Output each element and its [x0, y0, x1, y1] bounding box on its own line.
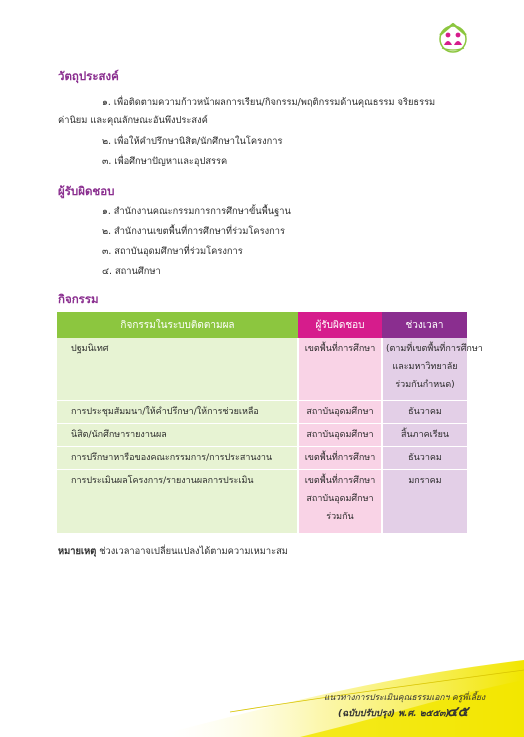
table-header-row [57, 312, 467, 338]
header-activity: กิจกรรมในระบบติดตามผล [57, 312, 298, 338]
note-text: ช่วงเวลาอาจเปลี่ยนแปลงได้ตามความเหมาะสม [96, 546, 288, 557]
row1-time [382, 338, 483, 400]
activities-heading: กิจกรรม [58, 292, 99, 306]
row4-responsible: เขตพื้นที่การศึกษา [298, 446, 382, 469]
objective-item-1-line-2: ค่านิยม และคุณลักษณะอันพึงประสงค์ [58, 115, 208, 126]
footer-subtitle: (ฉบับปรับปรุง) พ.ศ. ๒๕๕๓) [338, 709, 450, 719]
row5-responsible [298, 469, 382, 533]
row5-activity: การประเมินผลโครงการ/รายงานผลการประเมิน [57, 469, 298, 533]
row1-time-line-1: (ตามที่เขตพื้นที่การศึกษา [386, 344, 483, 354]
row2-activity: การประชุมสัมมนา/ให้คำปรึกษา/ให้การช่วยเหลือ [57, 400, 298, 423]
row4-activity: การปรึกษาหารือของคณะกรรมการ/การประสานงาน [57, 446, 298, 469]
row1-time-line-2: และมหาวิทยาลัย [392, 362, 458, 372]
row5-responsible-line-3: ร่วมกัน [326, 511, 354, 522]
objective-item-3: ๓. เพื่อศึกษาปัญหาและอุปสรรค [102, 156, 228, 167]
row5-time: มกราคม [382, 469, 467, 533]
responsible-item-3: ๓. สถาบันอุดมศึกษาที่ร่วมโครงการ [102, 246, 243, 257]
row1-time-line-3: ร่วมกันกำหนด) [395, 380, 455, 390]
table-row [57, 338, 467, 400]
table-row [57, 400, 467, 423]
table-row [57, 469, 467, 533]
objective-item-1-line-1: ๑. เพื่อติดตามความก้าวหน้าผลการเรียน/กิจกรรม/พฤติกรรมด้านคุณธรรม จริยธรรม [102, 97, 436, 108]
page-number: ๔๕ [447, 704, 469, 720]
note [58, 544, 288, 559]
note-label: หมายเหตุ [58, 546, 97, 557]
footer-title: แนวทางการประเมินคุณธรรมเอกฯ ครูพี่เลี้ยง [324, 693, 486, 703]
row2-responsible: สถาบันอุดมศึกษา [298, 400, 382, 423]
responsible-item-2: ๒. สำนักงานเขตพื้นที่การศึกษาที่ร่วมโครงการ [102, 226, 285, 237]
row1-responsible: เขตพื้นที่การศึกษา [298, 338, 382, 400]
row5-responsible-line-2: สถาบันอุดมศึกษา [306, 493, 374, 504]
house-people-logo-icon [436, 20, 470, 54]
objective-item-2: ๒. เพื่อให้คำปรึกษานิสิต/นักศึกษาในโครงการ [102, 136, 283, 147]
footer-decoration [0, 640, 524, 737]
activities-table [57, 312, 483, 534]
header-responsible: ผู้รับผิดชอบ [298, 312, 382, 338]
table-row [57, 423, 467, 446]
row1-activity: ปฐมนิเทศ [57, 338, 298, 400]
responsible-heading: ผู้รับผิดชอบ [58, 184, 115, 198]
objectives-heading: วัตถุประสงค์ [58, 69, 119, 83]
row3-activity: นิสิต/นักศึกษารายงานผล [57, 423, 298, 446]
responsible-item-1: ๑. สำนักงานคณะกรรมการการศึกษาขั้นพื้นฐาน [102, 206, 291, 217]
row4-time: ธันวาคม [382, 446, 467, 469]
row5-responsible-line-1: เขตพื้นที่การศึกษา [304, 475, 376, 486]
row3-responsible: สถาบันอุดมศึกษา [298, 423, 382, 446]
responsible-item-4: ๔. สถานศึกษา [102, 266, 161, 277]
row2-time: ธันวาคม [382, 400, 467, 423]
table-row [57, 446, 467, 469]
row3-time: สิ้นภาคเรียน [382, 423, 467, 446]
header-time: ช่วงเวลา [382, 312, 467, 338]
